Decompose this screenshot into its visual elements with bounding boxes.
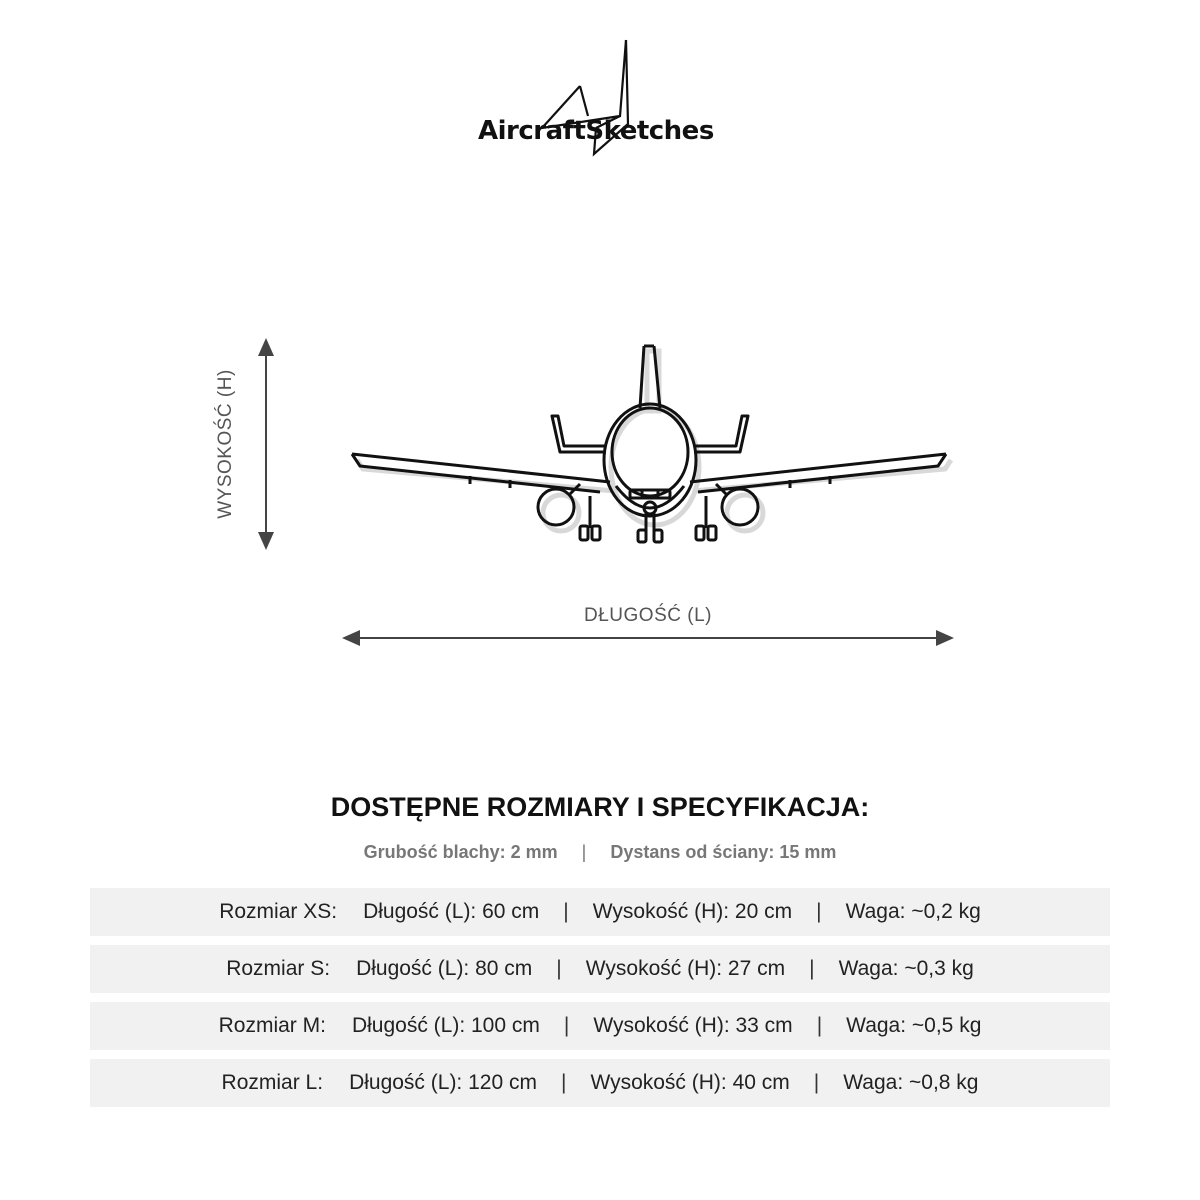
separator: |: [813, 1071, 820, 1094]
size-height: Wysokość (H): 40 cm: [590, 1071, 790, 1094]
size-height: Wysokość (H): 27 cm: [585, 957, 786, 980]
size-length: Długość (L): 100 cm: [351, 1014, 540, 1037]
size-name: Rozmiar L:: [221, 1071, 324, 1094]
size-length: Długość (L): 80 cm: [356, 957, 533, 980]
size-length: Długość (L): 120 cm: [349, 1071, 537, 1094]
size-row-xs: [90, 888, 1110, 936]
spec-subtitle: [0, 842, 1200, 863]
size-name: Rozmiar M:: [218, 1014, 326, 1037]
separator: |: [560, 1071, 567, 1094]
size-weight: Waga: ~0,5 kg: [846, 1014, 982, 1037]
length-label: DŁUGOŚĆ (L): [584, 605, 712, 626]
separator: |: [556, 957, 562, 980]
size-length: Długość (L): 60 cm: [363, 900, 540, 923]
separator: |: [581, 842, 587, 862]
size-weight: Waga: ~0,2 kg: [845, 900, 981, 923]
separator: |: [809, 957, 815, 980]
wall-distance: Dystans od ściany: 15 mm: [610, 842, 837, 862]
size-name: Rozmiar XS:: [219, 900, 338, 923]
height-label: WYSOKOŚĆ (H): [215, 369, 236, 519]
sheet-thickness: Grubość blachy: 2 mm: [363, 842, 558, 862]
size-height: Wysokość (H): 33 cm: [593, 1014, 793, 1037]
logo-wordmark: AircraftSketches: [478, 116, 714, 146]
size-name: Rozmiar S:: [226, 957, 331, 980]
separator: |: [563, 1014, 570, 1037]
aircraft-silhouette: [352, 346, 951, 542]
size-table: [90, 888, 1110, 1116]
separator: |: [816, 1014, 823, 1037]
separator: |: [563, 900, 569, 923]
size-row-s: [90, 945, 1110, 993]
size-row-l: [90, 1059, 1110, 1107]
size-weight: Waga: ~0,3 kg: [838, 957, 974, 980]
size-weight: Waga: ~0,8 kg: [843, 1071, 979, 1094]
spec-title: DOSTĘPNE ROZMIARY I SPECYFIKACJA:: [330, 792, 870, 822]
separator: |: [816, 900, 822, 923]
size-height: Wysokość (H): 20 cm: [592, 900, 793, 923]
size-row-m: [90, 1002, 1110, 1050]
